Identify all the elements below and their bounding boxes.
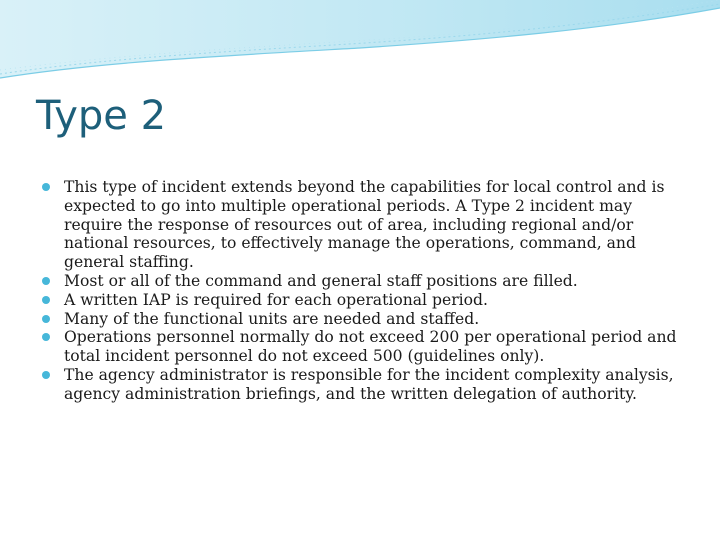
bullet-item: Operations personnel normally do not exceed 200 per operational period and total incident personnel do not exceed 500 (guidelines only). (42, 328, 682, 366)
bullet-list (42, 178, 682, 404)
slide-title: Type 2 (36, 93, 167, 139)
bullet-item: The agency administrator is responsible for the incident complexity analysis, agency administration briefings, and the written delegation of authority. (42, 366, 682, 404)
bullet-item: Many of the functional units are needed and staffed. (42, 310, 682, 329)
header-wave-decoration (0, 0, 720, 90)
bullet-item: This type of incident extends beyond the capabilities for local control and is expected to go into multiple operational periods. A Type 2 incident may require the response of resources out of area, including regional and/or national resources, to effectively manage the operations, command, and general staffing. (42, 178, 682, 272)
bullet-item: A written IAP is required for each operational period. (42, 291, 682, 310)
bullet-item: Most or all of the command and general staff positions are filled. (42, 272, 682, 291)
